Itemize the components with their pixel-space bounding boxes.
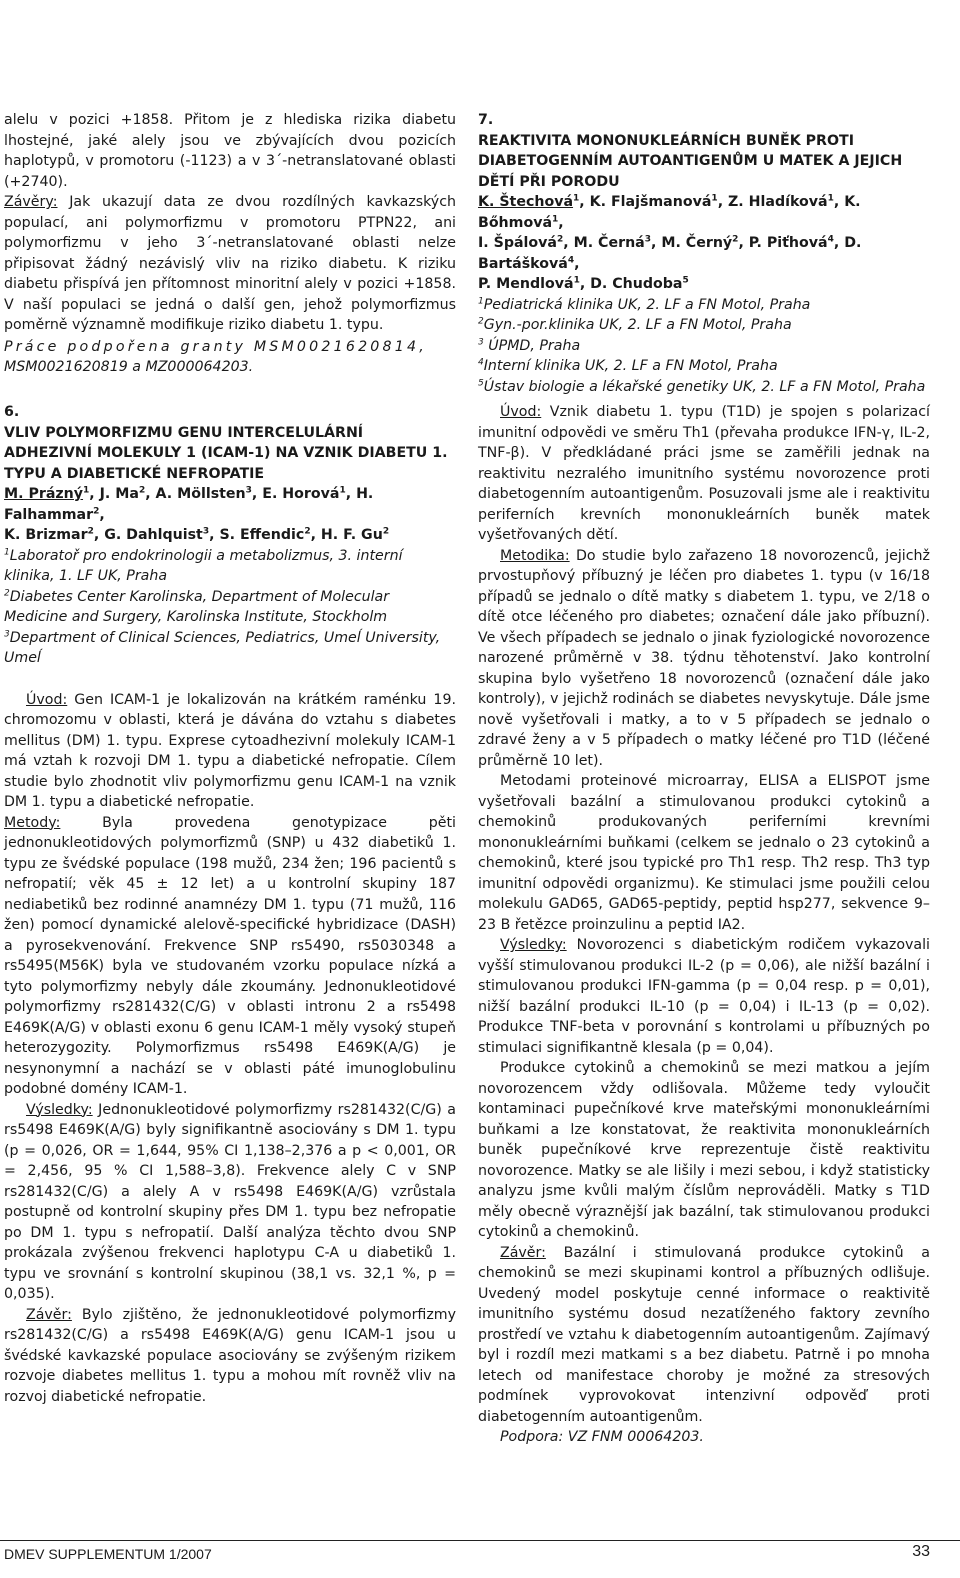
author: , D. Chudoba bbox=[579, 276, 683, 292]
affiliation: $^1$Laboratoř pro endokrinologii a metabolizmus, 3. interní klinika, 1. LF UK, Praha bbox=[4, 546, 403, 584]
paragraph: alelu v pozici +1858. Přitom je z hlediska rizika diabetu lhostejné, jaké alely jsou ve zbývajících dvou pozicích haplotypů, v promotoru (-1123) a v 3´-netranslatované oblasti (+2740). bbox=[4, 112, 456, 190]
section-text: Jednonukleotidové polymorfizmy rs281432(C/G) a rs5498 E469K(A/G) byly signifikantně asociovány s DM 1. typu (p = 0,026, OR = 1,644, 95% CI 1,138–2,376 a p < 0,001, OR = 2,456, 95 % CI 1,588–3,8). Frekvence alely C v SNP rs281432(C/G) a alely A v rs5498 E469K(A/G) vzrůstala postupně od kontrolní skupiny přes DM 1. typu bez nefropatie po DM 1. typu s nefropatií. Další analýza těchto dvou SNP prokázala zvýšenou frekvenci haplotypu C-A u diabetiků 1. typu ve srovnání s kontrolní skupinou (38,1 vs. 32,1 %, p = 0,035). bbox=[4, 1101, 456, 1302]
affiliation: $^2$Gyn.-por.klinika UK, 2. LF a FN Motol, Praha bbox=[478, 316, 792, 333]
affiliation-text: Pediatrická klinika UK, 2. LF a FN Motol, Praha bbox=[483, 296, 811, 313]
author: , H. F. Gu bbox=[310, 527, 383, 543]
author: , A. Möllsten bbox=[145, 486, 246, 502]
section-label: Závěr: bbox=[500, 1244, 546, 1261]
paragraph-methods bbox=[478, 546, 930, 772]
author: , M. Černý bbox=[651, 235, 733, 251]
affiliation: $^3$ ÚPMD, Praha bbox=[478, 336, 581, 354]
section-text: Do studie bylo zařazeno 18 novorozenců, jejichž prvostupňový příbuzný je léčen pro diabetes 1. typu (v 16/18 případů se jednalo o dítě matky s diabetem 1. typu, ve 2/18 o dítě otce léčeného pro diabetes; označení dále jako příbuzní). Ve všech případech se jednalo o jinak fyziologické novorozence narozené průměrně v 38. týdnu těhotenství. Jako kontrolní skupina bylo vyšetřeno 18 novorozenců (označení dále jako kontroly), v jejichž rodinách se diabetes nevyskytuje. Dále jsme nově vyšetřovali i matky, a to v 5 případech se jednalo o zdravé ženy a v 5 případech o matky léčené pro T1D (léčené průměrně 10 let). bbox=[478, 547, 930, 769]
section-text: Novorozenci s diabetickým rodičem vykazovali vyšší stimulovanou produkci IL-2 (p = 0,06), ale nižší bazální i stimulovanou produkci IFN-gamma (p = 0,04 resp. p = 0,01), nižší bazální produkci IL-10 (p = 0,04) i IL-13 (p = 0,02). Produkce TNF-beta v porovnání s kontrolami u příbuzných po stimulaci signifikantně klesala (p = 0,04). bbox=[478, 937, 930, 1056]
paragraph-methods bbox=[4, 813, 456, 1100]
article-title: VLIV POLYMORFIZMU GENU INTERCELULÁRNÍ ADHEZIVNÍ MOLEKULY 1 (ICAM-1) NA VZNIK DIABETU 1. TYPU A DIABETICKÉ NEFROPATIE bbox=[4, 424, 448, 482]
author: , K. Bőhmová bbox=[478, 194, 861, 231]
page-number: 33 bbox=[912, 1543, 930, 1560]
paragraph-conclusion bbox=[478, 1243, 930, 1428]
article-7-body bbox=[478, 402, 930, 1448]
author: M. Prázný bbox=[4, 486, 84, 502]
author: , E. Horová bbox=[251, 486, 340, 502]
author: , D. Bartášková bbox=[478, 235, 862, 272]
affiliation: $^2$Diabetes Center Karolinska, Department of Molecular Medicine and Surgery, Karolinska Institute, Stockholm bbox=[4, 587, 390, 625]
author: , K. Flajšmanová bbox=[579, 194, 712, 210]
paragraph: Metodami proteinové microarray, ELISA a ELISPOT jsme vyšetřovali bazální a stimulovanou produkci cytokinů a chemokinů produkovaných periferními krevními mononukleárními buňkami (celkem se jednalo o 23 cytokinů a chemokinů, které jsou typické pro Th1 resp. Th2 resp. Th3 typ imunitní odpovědi organizmu). Ke stimulaci jsme použili celou molekulu GAD65, GAD65-peptidy, peptid hsp277, sekvence 9–23 B řetězce proinzulinu a peptid IA2. bbox=[478, 773, 930, 933]
affiliation-text: Ústav biologie a lékařské genetiky UK, 2. LF a FN Motol, Praha bbox=[483, 378, 926, 395]
section-text: Bylo zjištěno, že jednonukleotidové polymorfizmy rs281432(C/G) a rs5498 E469K(A/G) genu ICAM-1 jsou u švédské kavkazské populace asociovány se zvýšeným rizikem rozvoje diabetes mellitus 1. typu a mohou mít rovněž vliv na rozvoj diabetické nefropatie. bbox=[4, 1306, 456, 1405]
section-label: Metodika: bbox=[500, 547, 570, 564]
author: , J. Ma bbox=[89, 486, 139, 502]
section-text: Gen ICAM-1 je lokalizován na krátkém raménku 19. chromozomu v oblasti, která je dávána do vztahu s diabetes mellitus (DM) 1. typu. Exprese cytoadhezivní molekuly ICAM-1 má vztah k rozvoji DM 1. typu a diabetické nefropatie. Cílem studie bylo zhodnotit vliv polymorfizmu genu ICAM-1 na vznik DM 1. typu a diabetické nefropatie. bbox=[4, 691, 456, 810]
article-authors: K. Štechová$^1$, K. Flajšmanová$^1$, Z. Hladíková$^1$, K. Bőhmová$^1$, I. Špálová$^2$, M. Černá$^3$, M. Černý$^2$, P. Piťhová$^4$, D. Bartášková$^4$, P. Mendlová$^1$, D. Chudoba$^5$ bbox=[478, 193, 862, 292]
author: , M. Černá bbox=[563, 235, 645, 251]
section-text: Vznik diabetu 1. typu (T1D) je spojen s polarizací imunitní odpovědi ve směru Th1 (převaha produkce IFN-γ, IL-2, TNF-β). V předkládané práci jsme se zaměřili jednak na reaktivitu nezralého imunitního systému novorozence proti diabetogenním autoantigenům. Posuzovali jsme ale i reaktivitu periferních krevních mononukleárních buněk matek vyšetřovaných dětí. bbox=[478, 404, 930, 543]
section-label: Úvod: bbox=[26, 691, 68, 708]
author: , P. Piťhová bbox=[738, 235, 828, 251]
affiliation: $^1$Pediatrická klinika UK, 2. LF a FN Motol, Praha bbox=[478, 295, 811, 313]
author: , S. Effendic bbox=[209, 527, 305, 543]
article-7-header bbox=[478, 110, 930, 397]
affiliation-text: Diabetes Center Karolinska, Department of Molecular Medicine and Surgery, Karolinska Institute, Stockholm bbox=[4, 588, 390, 625]
article-number: 7. bbox=[478, 112, 494, 128]
section-label: Úvod: bbox=[500, 404, 542, 420]
author: I. Špálová bbox=[478, 235, 557, 251]
affiliation-text: Gyn.-por.klinika UK, 2. LF a FN Motol, Praha bbox=[483, 317, 792, 333]
paragraph-results bbox=[4, 1100, 456, 1305]
author: , Z. Hladíková bbox=[717, 194, 828, 210]
support-line: Podpora: VZ FNM 00064203. bbox=[500, 1429, 704, 1445]
grants-line: Práce podpořena granty MSM0021620814, bbox=[4, 338, 427, 355]
paragraph-results bbox=[478, 935, 930, 1058]
article-number: 6. bbox=[4, 404, 20, 420]
affiliation-text: Department of Clinical Sciences, Pediatrics, Umeĺ University, Umeĺ bbox=[4, 629, 441, 666]
affiliation: $^4$Interní klinika UK, 2. LF a FN Motol, Praha bbox=[478, 357, 778, 374]
affiliation: $^5$Ústav biologie a lékařské genetiky UK, 2. LF a FN Motol, Praha bbox=[478, 377, 926, 395]
footer-rule bbox=[0, 1540, 960, 1541]
section-label: Výsledky: bbox=[500, 937, 567, 953]
author: K. Štechová bbox=[478, 194, 574, 210]
affiliation: $^3$Department of Clinical Sciences, Pediatrics, Umeĺ University, Umeĺ bbox=[4, 628, 441, 666]
article-title: REAKTIVITA MONONUKLEÁRNÍCH BUNĚK PROTI DIABETOGENNÍM AUTOANTIGENŮM U MATEK A JEJICH DĚTÍ PŘI PORODU bbox=[478, 132, 903, 190]
section-label: Závěry: bbox=[4, 194, 58, 210]
article-6 bbox=[4, 402, 456, 1407]
paragraph bbox=[4, 192, 456, 336]
paragraph: Produkce cytokinů a chemokinů se mezi matkou a jejím novorozencem vždy odlišovala. Můžeme tedy vyloučit kontaminaci pupečníkové krve mateřskými mononukleárními buňkami a lze konstatovat, že reaktivita mononukleárních buněk pupečníkové krve reprezentuje čistě reaktivitu novorozence. Matky se ale lišily i mezi sebou, i když statisticky analyzu jsme kvůli malým číslům neprováděli. Matky s T1D měly obecně výraznější jak bazální, tak stimulovanou produkci cytokinů a chemokinů. bbox=[478, 1060, 930, 1240]
journal-name: DMEV SUPPLEMENTUM 1/2007 bbox=[4, 1546, 212, 1562]
author: K. Brizmar bbox=[4, 527, 88, 543]
grants-line-2: MSM0021620819 a MZ000064203. bbox=[4, 359, 254, 375]
section-text: Jak ukazují data ze dvou rozdílných kavkazských populací, ani polymorfizmu v promotoru PTPN22, ani polymorfizmu v jeho 3´-netranslatované oblasti nelze připisovat žádný nezávislý vliv na riziko diabetu. K riziku diabetu přispívá jen přítomnost minoritní alely v pozici +1858. V naší populaci se jedná o další gen, jehož polymorfizmus poměrně významně modifikuje riziko diabetu 1. typu. bbox=[4, 194, 456, 333]
author: , H. Falhammar bbox=[4, 486, 374, 523]
author: P. Mendlová bbox=[478, 276, 574, 292]
paragraph-conclusion bbox=[4, 1305, 456, 1408]
section-label: Závěr: bbox=[26, 1306, 72, 1323]
affiliation-text: Interní klinika UK, 2. LF a FN Motol, Praha bbox=[483, 358, 778, 374]
section-label: Výsledky: bbox=[26, 1101, 93, 1118]
author: , G. Dahlquist bbox=[93, 527, 203, 543]
affiliation-text: Laboratoř pro endokrinologii a metabolizmus, 3. interní klinika, 1. LF UK, Praha bbox=[4, 547, 403, 584]
section-text: Byla provedena genotypizace pěti jednonukleotidových polymorfizmů (SNP) u 432 diabetiků 1. typu ze švédské populace (198 mužů, 234 žen; 196 pacientů s nefropatií; věk 45 ± 12 let) a u kontrolní skupiny 187 nediabetiků bez rodinné anamnézy DM 1. typu (71 mužů, 116 žen) pomocí dynamické alelově-specifické hybridizace (DASH) a pyrosekvenování. Frekvence SNP rs5490, rs5030348 a rs5495(M56K) byla ve studovaném vzorku populace nízká a tyto polymorfizmy nebyly dále zkoumány. Jednonukleotidové polymorfizmy rs281432(C/G) v oblasti intronu 2 a rs5498 E469K(A/G) v oblasti exonu 6 genu ICAM-1 měly vysoký stupeň heterozygozity. Polymorfizmus rs5498 E469K(A/G) je nesynonymní a nachází se v oblasti páté imunoglobulinu podobné domény ICAM-1. bbox=[4, 814, 456, 1097]
paragraph-intro bbox=[478, 402, 930, 546]
left-continuation bbox=[4, 110, 456, 378]
article-authors: M. Prázný$^1$, J. Ma$^2$, A. Möllsten$^3$, E. Horová$^1$, H. Falhammar$^2$, K. Brizmar$^2$, G. Dahlquist$^3$, S. Effendic$^2$, H. F. Gu$^2$ bbox=[4, 485, 390, 543]
section-label: Metody: bbox=[4, 814, 61, 831]
section-text: Bazální i stimulovaná produkce cytokinů a chemokinů se mezi skupinami kontrol a příbuzných odlišuje. Uvedený model poskytuje cenné informace o reaktivitě imunitního systému dosud nezatíženého faktory zevního prostředí ve vztahu k diabetogenním autoantigenům. Zajímavý byl i rozdíl mezi matkami s a bez diabetu. Patrně i po mnoha letech od manifestace choroby je možné za stresových podmínek vyprovokovat intenzivní odpověď proti diabetogenním autoantigenům. bbox=[478, 1244, 930, 1425]
paragraph-intro bbox=[4, 690, 456, 813]
affiliation-text: ÚPMD, Praha bbox=[488, 337, 581, 354]
